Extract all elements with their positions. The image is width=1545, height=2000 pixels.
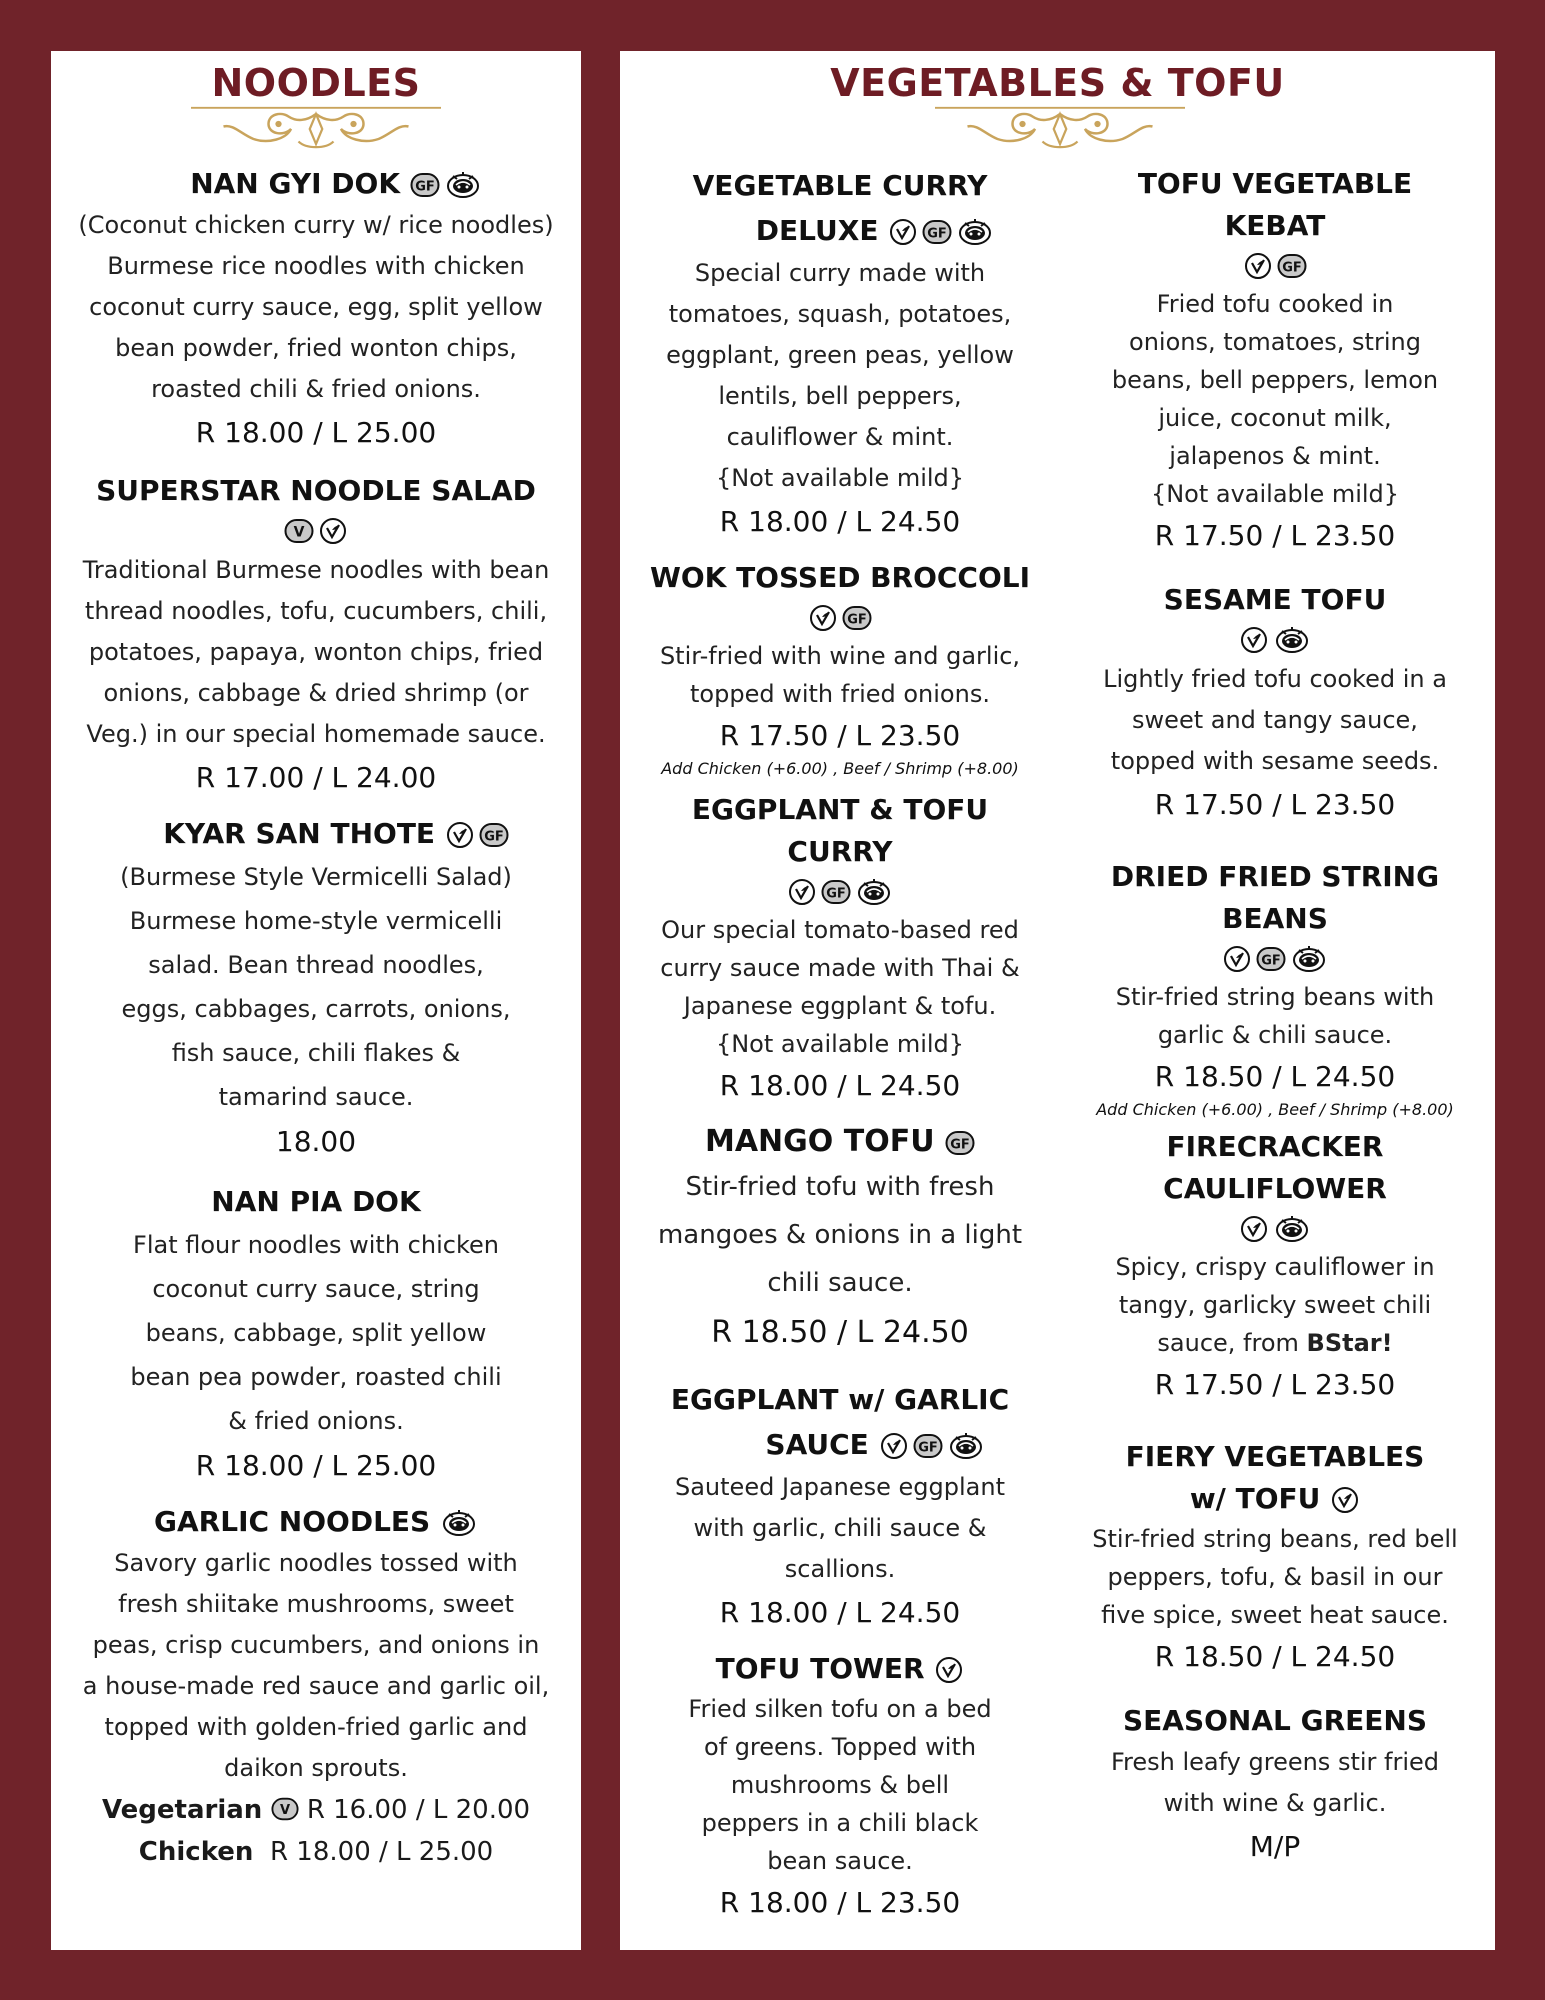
item-desc-line: fish sauce, chili flakes & — [171, 1039, 461, 1067]
menu-item-kyar-san-thote-body — [51, 855, 581, 1163]
ornament-divider-icon — [920, 104, 1200, 154]
veg-right-column — [1075, 163, 1475, 1868]
item-name: NAN PIA DOK — [211, 1185, 421, 1218]
item-desc-line: scallions. — [784, 1555, 896, 1583]
item-desc-line: beans, cabbage, split yellow — [145, 1319, 487, 1347]
vegan-icon — [808, 603, 838, 633]
item-price: R 18.00 / L 25.00 — [195, 1449, 437, 1482]
gluten-free-icon — [821, 877, 851, 907]
vegan-icon — [888, 217, 918, 247]
item-name: CAULIFLOWER — [1163, 1172, 1387, 1205]
item-desc-line: Lightly fried tofu cooked in a — [1103, 665, 1447, 693]
menu-item-nan-pia-dok — [51, 1181, 581, 1487]
item-desc-line: Fried tofu cooked in — [1156, 290, 1394, 318]
item-name: w/ TOFU — [1189, 1482, 1321, 1515]
item-price: R 18.50 / L 24.50 — [711, 1315, 969, 1350]
item-price: R 18.50 / L 24.50 — [1154, 1640, 1396, 1673]
item-desc-line: Savory garlic noodles tossed with — [114, 1549, 518, 1577]
item-desc-line: Spicy, crispy cauliflower in — [1115, 1253, 1435, 1281]
item-name-row — [51, 1501, 581, 1543]
vegetarian-icon — [284, 516, 314, 546]
menu-item-fiery-vegetables-tofu — [1075, 1436, 1475, 1678]
item-desc-line: fresh shiitake mushrooms, sweet — [118, 1590, 514, 1618]
item-price: R 18.00 / L 24.50 — [719, 1596, 961, 1629]
dietary-icons — [1075, 940, 1475, 978]
spicy-icon — [956, 217, 994, 247]
item-desc-line: coconut curry sauce, egg, split yellow — [89, 293, 543, 321]
vegan-icon — [1239, 1214, 1269, 1244]
menu-item-superstar-noodle-salad — [51, 470, 581, 799]
item-price: R 18.00 / L 24.50 — [719, 505, 961, 538]
dietary-icons — [445, 820, 509, 850]
item-desc-line: Fresh leafy greens stir fried — [1110, 1748, 1440, 1776]
dietary-icons — [1330, 1485, 1360, 1515]
item-name: EGGPLANT & TOFU CURRY — [691, 793, 989, 868]
item-name: KEBAT — [1224, 209, 1326, 242]
item-desc-line: beans, bell peppers, lemon — [1111, 366, 1439, 394]
veg-section-title: VEGETABLES & TOFU — [830, 61, 1285, 105]
item-desc-line: tamarind sauce. — [218, 1083, 414, 1111]
dietary-icons — [1075, 247, 1475, 285]
vegan-icon — [934, 1655, 964, 1685]
gluten-free-icon — [1256, 944, 1286, 974]
item-addon: Add Chicken (+6.00) , Beef / Shrimp (+8.00) — [661, 759, 1019, 778]
item-desc-line: onions, tomatoes, string — [1129, 328, 1421, 356]
dietary-icons — [410, 170, 482, 200]
menu-item-eggplant-tofu-curry — [640, 789, 1040, 1107]
item-name: DELUXE — [755, 214, 879, 247]
menu-item-dried-fried-string-beans — [1075, 856, 1475, 1122]
item-desc-line: {Not available mild} — [715, 1030, 965, 1058]
item-desc-line: Sauteed Japanese eggplant — [674, 1473, 1006, 1501]
item-name: MANGO TOFU — [704, 1124, 935, 1159]
spicy-icon — [1273, 625, 1311, 655]
item-desc-line: five spice, sweet heat sauce. — [1101, 1601, 1449, 1629]
menu-item-kyar-san-thote — [51, 813, 581, 855]
spicy-icon — [855, 877, 893, 907]
menu-item-seasonal-greens — [1075, 1700, 1475, 1868]
vegetarian-icon — [271, 1795, 299, 1823]
vegan-icon — [787, 877, 817, 907]
item-desc-line: bean powder, fried wonton chips, — [115, 334, 517, 362]
menu-item-firecracker-cauliflower — [1075, 1126, 1475, 1406]
noodles-section-title: NOODLES — [211, 61, 421, 105]
item-name: EGGPLANT w/ GARLIC — [670, 1383, 1010, 1416]
ornament-divider-icon — [176, 104, 456, 154]
item-name-row — [640, 1121, 1040, 1163]
gluten-free-icon — [842, 603, 872, 633]
dietary-icons — [879, 1431, 985, 1461]
item-price: R 17.50 / L 23.50 — [1154, 519, 1396, 552]
item-desc-line: Special curry made with — [694, 259, 986, 287]
menu-item-tofu-vegetable-kebat — [1075, 163, 1475, 557]
option-price: R 16.00 / L 20.00 — [306, 1795, 531, 1825]
gluten-free-icon — [922, 217, 952, 247]
item-name-row — [1075, 1478, 1475, 1520]
dietary-icons — [640, 873, 1040, 911]
item-desc-line: peppers in a chili black — [701, 1809, 979, 1837]
item-desc-line: & fried onions. — [228, 1407, 404, 1435]
item-desc-line: mangoes & onions in a light — [657, 1220, 1023, 1250]
vegan-icon — [445, 820, 475, 850]
item-desc-line: peas, crisp cucumbers, and onions in — [92, 1631, 540, 1659]
item-desc-line: Burmese home-style vermicelli — [129, 907, 503, 935]
item-name: WOK TOSSED BROCCOLI — [649, 561, 1031, 594]
item-name: VEGETABLE CURRY — [692, 169, 988, 202]
item-desc-line: lentils, bell peppers, — [718, 382, 962, 410]
spicy-icon — [1273, 1214, 1311, 1244]
dietary-icons — [51, 512, 581, 550]
item-desc-line: roasted chili & fried onions. — [151, 375, 481, 403]
item-desc-line: cauliflower & mint. — [726, 423, 954, 451]
vegan-icon — [1330, 1485, 1360, 1515]
menu-item-nan-gyi-dok-body — [51, 205, 581, 454]
item-price: R 17.50 / L 23.50 — [1154, 1368, 1396, 1401]
item-desc-line: tangy, garlicky sweet chili — [1118, 1291, 1432, 1319]
item-name-row — [640, 1648, 1040, 1690]
item-name-row — [91, 163, 581, 205]
item-desc-line: topped with fried onions. — [690, 680, 990, 708]
item-subtitle: (Burmese Style Vermicelli Salad) — [120, 863, 512, 891]
spicy-icon — [1290, 944, 1328, 974]
dietary-icons — [1075, 621, 1475, 659]
menu-item-eggplant-garlic-sauce — [640, 1377, 1040, 1634]
vegan-icon — [318, 516, 348, 546]
item-name: GARLIC NOODLES — [154, 1505, 431, 1538]
dietary-icons — [1075, 1210, 1475, 1248]
vegetables-tofu-panel — [620, 51, 1495, 1950]
option-label: Vegetarian — [101, 1795, 263, 1825]
item-price: R 18.00 / L 25.00 — [195, 416, 437, 449]
item-desc-line-with-bold — [1075, 1324, 1475, 1362]
item-desc-line: curry sauce made with Thai & — [660, 954, 1020, 982]
item-desc-line: eggplant, green peas, yellow — [666, 341, 1014, 369]
item-name: SEASONAL GREENS — [1122, 1704, 1428, 1737]
item-name: TOFU VEGETABLE — [1137, 167, 1413, 200]
item-price: R 18.00 / L 23.50 — [719, 1886, 961, 1919]
item-desc-line: peppers, tofu, & basil in our — [1107, 1563, 1443, 1591]
item-price: 18.00 — [275, 1125, 357, 1158]
dietary-icons — [934, 1655, 964, 1685]
vegan-icon — [1239, 625, 1269, 655]
price-option-vegetarian — [51, 1789, 581, 1831]
vegan-icon — [879, 1431, 909, 1461]
item-name: BEANS — [1222, 902, 1328, 935]
spicy-icon — [444, 170, 482, 200]
item-name-row — [91, 813, 581, 855]
item-name-row — [640, 1423, 1040, 1467]
item-desc-line: Stir-fried string beans, red bell — [1092, 1525, 1458, 1553]
item-desc-line: chili sauce. — [767, 1268, 913, 1298]
option-price: R 18.00 / L 25.00 — [269, 1837, 494, 1867]
spicy-icon — [947, 1431, 985, 1461]
item-price: R 17.00 / L 24.00 — [195, 761, 437, 794]
item-desc-line: Traditional Burmese noodles with bean — [82, 556, 550, 584]
gluten-free-icon — [479, 820, 509, 850]
item-desc-line: mushrooms & bell — [730, 1771, 950, 1799]
vegan-icon — [1243, 251, 1273, 281]
menu-item-tofu-tower — [640, 1648, 1040, 1924]
option-label: Chicken — [138, 1837, 254, 1867]
item-desc-line: Stir-fried with wine and garlic, — [659, 642, 1021, 670]
price-option-chicken — [51, 1831, 581, 1873]
item-name: TOFU TOWER — [715, 1652, 925, 1685]
item-desc-line: Veg.) in our special homemade sauce. — [86, 720, 546, 748]
item-desc-line: Japanese eggplant & tofu. — [683, 992, 997, 1020]
item-desc-line: onions, cabbage & dried shrimp (or — [103, 679, 529, 707]
noodles-panel — [51, 51, 581, 1950]
item-name: FIERY VEGETABLES — [1125, 1440, 1425, 1473]
item-price: M/P — [1249, 1830, 1301, 1863]
item-desc-line: Stir-fried string beans with — [1115, 983, 1435, 1011]
item-desc-line: Fried silken tofu on a bed — [688, 1695, 992, 1723]
item-desc-line: {Not available mild} — [715, 464, 965, 492]
item-price: R 18.50 / L 24.50 — [1154, 1060, 1396, 1093]
item-desc-line: Stir-fried tofu with fresh — [685, 1172, 995, 1202]
item-desc-line: jalapenos & mint. — [1169, 442, 1381, 470]
menu-item-sesame-tofu — [1075, 579, 1475, 826]
menu-item-garlic-noodles — [51, 1501, 581, 1873]
item-desc-line: bean sauce. — [767, 1847, 913, 1875]
item-price: R 18.00 / L 24.50 — [719, 1069, 961, 1102]
item-name: SAUCE — [765, 1428, 869, 1461]
item-desc-line: bean pea powder, roasted chili — [130, 1363, 502, 1391]
item-desc-text: sauce, from — [1157, 1329, 1299, 1357]
item-price: R 17.50 / L 23.50 — [719, 719, 961, 752]
item-desc-line: salad. Bean thread noodles, — [148, 951, 484, 979]
item-desc-line: with garlic, chili sauce & — [693, 1514, 987, 1542]
item-subtitle: (Coconut chicken curry w/ rice noodles) — [78, 211, 554, 239]
item-price: R 17.50 / L 23.50 — [1154, 788, 1396, 821]
item-name: DRIED FRIED STRING — [1110, 860, 1440, 893]
item-name: SESAME TOFU — [1163, 583, 1387, 616]
item-desc-line: Flat flour noodles with chicken — [133, 1231, 499, 1259]
menu-item-wok-tossed-broccoli — [640, 557, 1040, 781]
item-desc-line: sweet and tangy sauce, — [1132, 706, 1418, 734]
veg-left-column — [640, 163, 1040, 1924]
bstar-credit: BStar! — [1306, 1329, 1393, 1357]
item-desc-line: tomatoes, squash, potatoes, — [668, 300, 1012, 328]
gluten-free-icon — [410, 170, 440, 200]
item-name: FIRECRACKER — [1166, 1130, 1384, 1163]
gluten-free-icon — [1277, 251, 1307, 281]
item-desc-line: of greens. Topped with — [703, 1733, 977, 1761]
item-desc-line: {Not available mild} — [1150, 480, 1400, 508]
spicy-icon — [440, 1508, 478, 1538]
dietary-icons — [640, 599, 1040, 637]
menu-item-vegetable-curry-deluxe — [640, 163, 1040, 543]
dietary-icons — [888, 217, 994, 247]
vegan-icon — [1222, 944, 1252, 974]
item-desc-line: coconut curry sauce, string — [152, 1275, 480, 1303]
item-desc-line: daikon sprouts. — [224, 1754, 408, 1782]
item-desc-line: a house-made red sauce and garlic oil, — [82, 1672, 550, 1700]
gluten-free-icon — [945, 1128, 975, 1158]
item-desc-line: topped with sesame seeds. — [1110, 747, 1440, 775]
item-desc-line: with wine & garlic. — [1163, 1789, 1387, 1817]
item-desc-line: thread noodles, tofu, cucumbers, chili, — [84, 597, 548, 625]
gluten-free-icon — [913, 1431, 943, 1461]
dietary-icons — [945, 1128, 975, 1158]
item-desc-line: eggs, cabbages, carrots, onions, — [121, 995, 511, 1023]
item-desc-line: Burmese rice noodles with chicken — [107, 252, 525, 280]
item-desc-line: topped with golden-fried garlic and — [104, 1713, 528, 1741]
item-desc-line: juice, coconut milk, — [1158, 404, 1392, 432]
menu-item-mango-tofu — [640, 1121, 1040, 1357]
item-desc-line: garlic & chili sauce. — [1157, 1021, 1393, 1049]
item-desc-line: potatoes, papaya, wonton chips, fried — [88, 638, 544, 666]
item-name-row — [640, 209, 1040, 253]
item-name: KYAR SAN THOTE — [163, 817, 436, 850]
menu-item-nan-gyi-dok — [51, 163, 581, 205]
item-name: NAN GYI DOK — [190, 167, 401, 200]
noodles-column — [51, 163, 581, 1873]
item-desc-line: Our special tomato-based red — [661, 916, 1019, 944]
dietary-icons — [440, 1508, 478, 1538]
item-name: SUPERSTAR NOODLE SALAD — [96, 474, 536, 507]
item-addon: Add Chicken (+6.00) , Beef / Shrimp (+8.00) — [1096, 1100, 1454, 1119]
